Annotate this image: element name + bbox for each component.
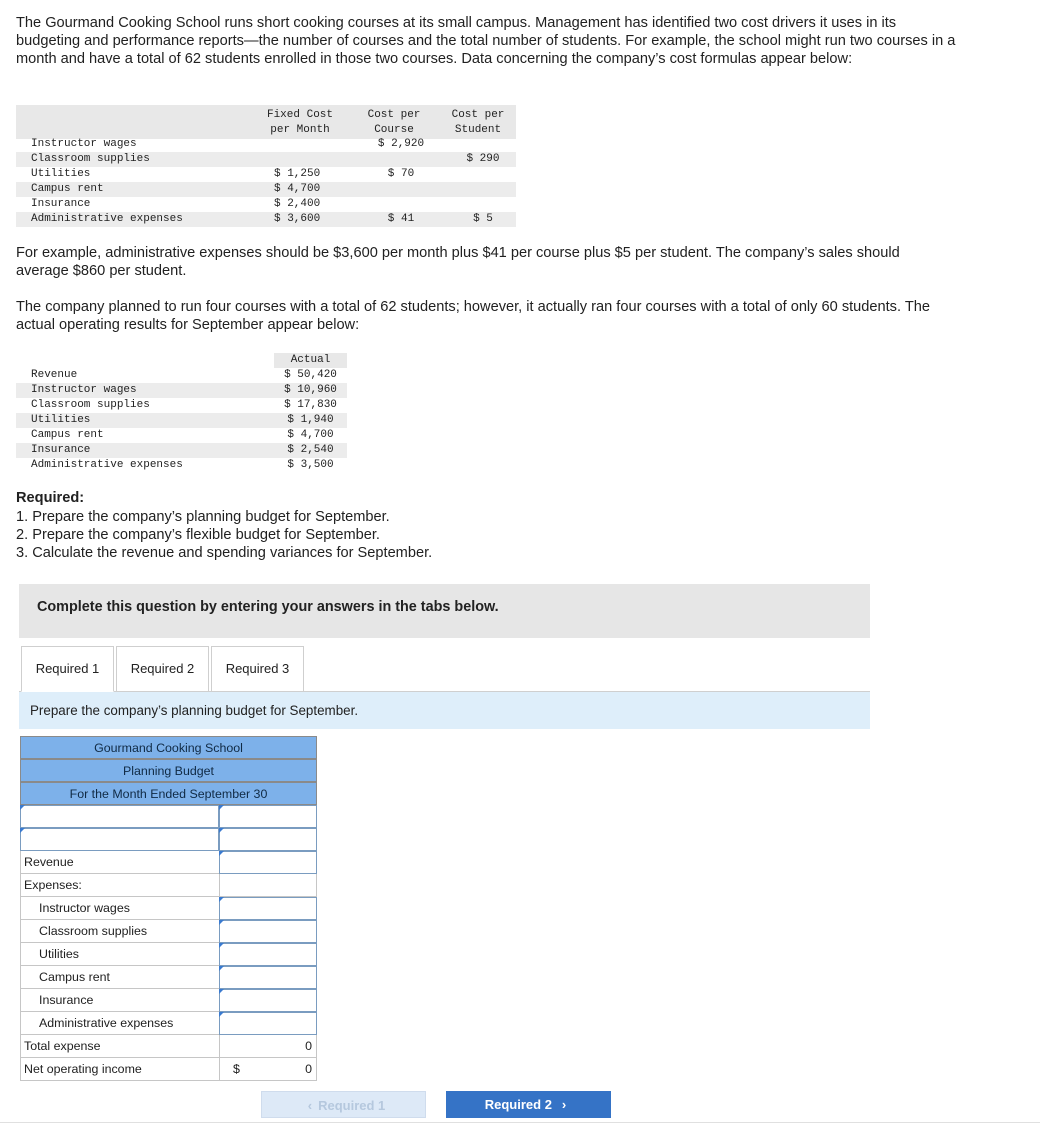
currency-symbol: $ [233, 1062, 240, 1076]
row-label: Campus rent [31, 429, 104, 441]
actual-value: $ 1,940 [287, 414, 334, 426]
required-item: 1. Prepare the company’s planning budget for September. [16, 509, 390, 525]
intro-text: The Gourmand Cooking School runs short cooking courses at its small campus. Management has identified two cost drivers it uses in its budgeting and performance reports—the number of courses and the total number of students. For example, the school might run two courses in a month and have a total of 62 students enrolled in those two courses. Data concerning the company’s cost formulas appear below: [16, 15, 956, 67]
row-label: Classroom supplies [31, 399, 150, 411]
revenue-row-label [20, 851, 219, 874]
actual-value: $ 4,700 [287, 429, 334, 441]
cost-per-course: $ 2,920 [377, 138, 425, 150]
table-row [16, 458, 347, 473]
header-course-line2: Course [374, 124, 414, 136]
net-income-row [20, 1058, 219, 1081]
table-row [16, 413, 347, 428]
expenses-heading-blank [219, 874, 317, 897]
row-label: Campus rent [31, 183, 104, 195]
instructor-wages-input[interactable] [219, 897, 317, 920]
actual-value: $ 10,960 [284, 384, 337, 396]
cost-per-course: $ 41 [387, 213, 415, 225]
row-label: Insurance [31, 444, 91, 456]
tab-required-2[interactable]: Required 2 [116, 646, 209, 692]
next-button[interactable] [446, 1091, 611, 1118]
net-income-value-cell [219, 1058, 317, 1081]
campus-rent-input[interactable] [219, 966, 317, 989]
cost-per-student: $ 290 [466, 153, 500, 165]
row-label: Insurance [31, 198, 91, 210]
chevron-left-icon: ‹ [307, 1098, 313, 1113]
fixed-cost: $ 4,700 [274, 183, 321, 195]
chevron-right-icon: › [561, 1097, 567, 1112]
header-cost-per-student [443, 108, 513, 138]
table-row [16, 182, 516, 197]
actual-value: $ 50,420 [284, 369, 337, 381]
table-row [16, 212, 516, 227]
actual-value: $ 2,540 [287, 444, 334, 456]
actual-value: $ 17,830 [284, 399, 337, 411]
expense-row-label [20, 943, 219, 966]
total-expense-value: 0 [305, 1039, 312, 1053]
column-label-input[interactable] [20, 805, 219, 828]
total-expense-row [20, 1035, 219, 1058]
footer-divider [0, 1122, 1040, 1123]
insurance-input[interactable] [219, 989, 317, 1012]
expenses-label: Expenses: [24, 878, 82, 892]
net-income-label: Net operating income [24, 1062, 142, 1076]
total-expense-label: Total expense [24, 1039, 101, 1053]
column-header-input[interactable] [219, 805, 317, 828]
table-row [16, 428, 347, 443]
required-heading: Required: [16, 490, 85, 506]
expense-row-label [20, 989, 219, 1012]
activity-input[interactable] [219, 828, 317, 851]
required-list [16, 508, 432, 562]
row-label: Classroom supplies [31, 153, 150, 165]
row-label: Revenue [31, 369, 78, 381]
table-row [16, 197, 516, 212]
fixed-cost: $ 2,400 [274, 198, 321, 210]
expense-row-label [20, 966, 219, 989]
budget-period: For the Month Ended September 30 [20, 782, 317, 805]
cost-per-course: $ 70 [387, 168, 415, 180]
expense-row-label [20, 897, 219, 920]
column-label-input[interactable] [20, 828, 219, 851]
header-cost-per-course [359, 108, 429, 138]
expense-label: Insurance [39, 993, 94, 1007]
example-text: For example, administrative expenses should be $3,600 per month plus $41 per course plus $5 per student. The company’s sales should average $860 per student. [16, 245, 900, 279]
revenue-input[interactable] [219, 851, 317, 874]
header-fixed-line2: per Month [270, 124, 330, 136]
table-row [16, 152, 516, 167]
planned-text: The company planned to run four courses with a total of 62 students; however, it actually ran four courses with a total of only 60 students. The actual operating results for September appear below: [16, 299, 930, 333]
total-expense-value-cell [219, 1035, 317, 1058]
tab-required-3[interactable]: Required 3 [211, 646, 304, 692]
table-row [16, 443, 347, 458]
row-label: Instructor wages [31, 138, 137, 150]
header-fixed-line1: Fixed Cost [266, 109, 333, 121]
budget-company-name: Gourmand Cooking School [20, 736, 317, 759]
revenue-label: Revenue [24, 855, 74, 869]
header-fixed-cost [260, 108, 340, 138]
tab-required-1[interactable]: Required 1 [21, 646, 114, 692]
utilities-input[interactable] [219, 943, 317, 966]
table-row [16, 383, 347, 398]
administrative-expenses-input[interactable] [219, 1012, 317, 1035]
header-course-line1: Cost per [367, 109, 421, 121]
cost-per-student: $ 5 [473, 213, 493, 225]
fixed-cost: $ 1,250 [274, 168, 321, 180]
next-label: Required 2 [484, 1097, 552, 1112]
previous-button[interactable] [261, 1091, 426, 1118]
table-row [16, 137, 516, 152]
table-row [16, 167, 516, 182]
row-label: Administrative expenses [31, 213, 183, 225]
expense-label: Administrative expenses [39, 1016, 174, 1030]
tab-instruction: Prepare the company’s planning budget for September. [19, 692, 870, 729]
instructions-banner [19, 584, 870, 638]
expenses-heading-row [20, 874, 219, 897]
expense-label: Utilities [39, 947, 79, 961]
actual-header: Actual [274, 353, 347, 368]
row-label: Utilities [31, 168, 91, 180]
classroom-supplies-input[interactable] [219, 920, 317, 943]
header-student-line2: Student [454, 124, 502, 136]
required-item: 2. Prepare the company’s flexible budget for September. [16, 527, 380, 543]
table-row [16, 368, 347, 383]
expense-label: Classroom supplies [39, 924, 148, 938]
header-student-line1: Cost per [451, 109, 505, 121]
required-item: 3. Calculate the revenue and spending variances for September. [16, 545, 433, 561]
banner-text: Complete this question by entering your answers in the tabs below. [37, 599, 499, 615]
expense-label: Campus rent [39, 970, 110, 984]
table-row [16, 398, 347, 413]
expense-label: Instructor wages [39, 901, 130, 915]
expense-row-label [20, 920, 219, 943]
row-label: Administrative expenses [31, 459, 183, 471]
fixed-cost: $ 3,600 [274, 213, 321, 225]
expense-row-label [20, 1012, 219, 1035]
previous-label: Required 1 [318, 1098, 386, 1113]
actual-value: $ 3,500 [287, 459, 334, 471]
net-income-value: 0 [305, 1062, 312, 1076]
row-label: Instructor wages [31, 384, 137, 396]
cost-table-header [16, 105, 516, 139]
row-label: Utilities [31, 414, 91, 426]
budget-title: Planning Budget [20, 759, 317, 782]
